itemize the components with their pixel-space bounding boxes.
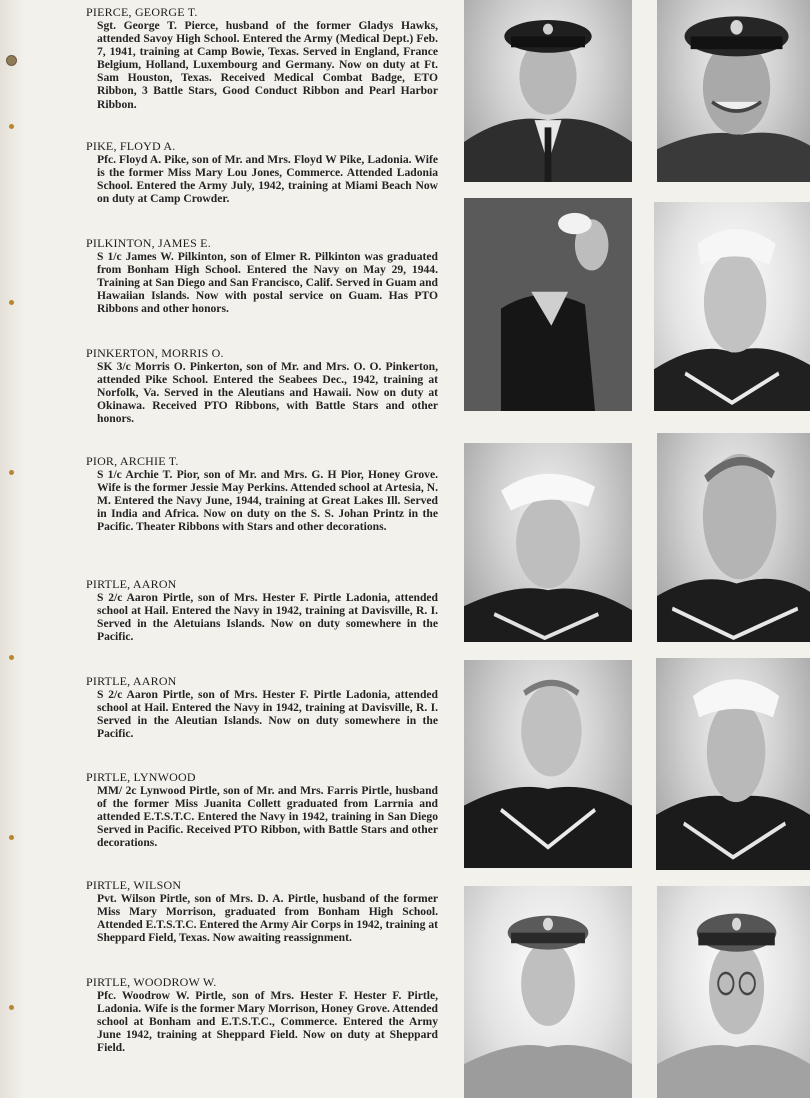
entry-pierce (86, 6, 438, 111)
entry-name: PIKE, FLOYD A. (86, 139, 176, 153)
entry-text: S 2/c Aaron Pirtle, son of Mrs. Hester F. Pirtle Ladonia, attended school at Hail. Entered the Navy in 1942, training at Davisville, R. I. Served in the Aletuians Islands. Now on duty somewhere in the Pacific. (97, 591, 438, 644)
entry-pike (86, 140, 438, 205)
entry-pirtle-aaron (86, 578, 438, 643)
portrait-pirtle-aaron-2 (464, 660, 632, 868)
page-margin (0, 0, 24, 1098)
entry-pirtle-aaron-duplicate (86, 675, 438, 740)
binder-tack-mark (9, 655, 14, 660)
entry-pior (86, 455, 438, 533)
portrait-pike (657, 0, 810, 182)
entry-pirtle-wilson (86, 879, 438, 944)
entry-text: SK 3/c Morris O. Pinkerton, son of Mr. and Mrs. O. O. Pinkerton, attended Pike School. Entered the Seabees Dec., 1942, training at Norfolk, Va. Served in the Aleutians and Hawaii. Now on duty at Okinawa. Received PTO Ribbons, with Battle Stars and other honors. (97, 360, 438, 426)
portrait-pirtle-woodrow (657, 886, 810, 1098)
binder-tack-mark (9, 300, 14, 305)
binder-tack-mark (9, 470, 14, 475)
entry-text: Sgt. George T. Pierce, husband of the former Gladys Hawks, attended Savoy High School. Entered the Army (Medical Dept.) Feb. 7, 1941, training at Camp Bowie, Texas. Served in England, France Belgium, Holland, Luxembourg and Germany. Now on duty at Ft. Sam Houston, Texas. Received Medical Combat Badge, ETO Ribbon, 3 Battle Stars, Good Conduct Ribbon and Pearl Harbor Ribbon. (97, 19, 438, 111)
entry-text: Pfc. Woodrow W. Pirtle, son of Mrs. Hester F. Hester F. Pirtle, Ladonia. Wife is the former Mary Morrison, Honey Grove. Attended school at Bonham and E.T.S.T.C., Commerce. Entered the Army June 1942, training at Sheppard Field. Now on duty at Sheppard Field. (97, 989, 438, 1055)
entry-text: S 1/c James W. Pilkinton, son of Elmer R. Pilkinton was graduated from Bonham High School. Entered the Navy on May 29, 1944. Training at San Diego and San Francisco, Calif. Served in Guam and Hawaiian Islands. Now with postal service on Guam. Has PTO Ribbons and other honors. (97, 250, 438, 316)
portrait-pinkerton (654, 202, 810, 411)
entry-name: PINKERTON, MORRIS O. (86, 346, 224, 360)
entry-name: PIOR, ARCHIE T. (86, 454, 179, 468)
binder-tack-mark (9, 1005, 14, 1010)
entry-text: S 1/c Archie T. Pior, son of Mr. and Mrs. G. H Pior, Honey Grove. Wife is the former Jessie May Perkins. Attended school at Artesia, N. M. Entered the Navy June, 1944, training at Great Lakes Ill. Served in India and Africa. Now on duty on the S. S. Johan Printz in the Pacific. Theater Ribbons with Stars and other decorations. (97, 468, 438, 534)
entry-pilkinton (86, 237, 438, 315)
portrait-pirtle-lynwood (656, 658, 810, 870)
entry-pirtle-woodrow (86, 976, 438, 1054)
entry-pirtle-lynwood (86, 771, 438, 849)
portrait-pilkinton (464, 198, 632, 411)
entry-name: PIERCE, GEORGE T. (86, 5, 198, 19)
binder-tack-mark (9, 835, 14, 840)
entry-name: PIRTLE, LYNWOOD (86, 770, 196, 784)
portrait-pior (464, 443, 632, 642)
entry-pinkerton (86, 347, 438, 425)
portrait-pirtle-aaron-1 (657, 433, 810, 642)
entry-name: PIRTLE, AARON (86, 577, 177, 591)
entry-name: PIRTLE, WILSON (86, 878, 182, 892)
entry-text: S 2/c Aaron Pirtle, son of Mrs. Hester F. Pirtle Ladonia, attended school at Hail. Entered the Navy in 1942, training at Davisville, R. I. Served in the Aleutian Islands. Now on duty somewhere in the Pacific. (97, 688, 438, 741)
entry-text: Pfc. Floyd A. Pike, son of Mr. and Mrs. Floyd W Pike, Ladonia. Wife is the former Miss Mary Lou Jones, Commerce. Attended Ladonia School. Entered the Army July, 1942, training at Miami Beach Now on duty at Camp Crowder. (97, 153, 438, 206)
entry-name: PIRTLE, WOODROW W. (86, 975, 217, 989)
portrait-pirtle-wilson (464, 886, 632, 1098)
entry-name: PILKINTON, JAMES E. (86, 236, 211, 250)
binder-hole-mark (6, 55, 17, 66)
portrait-pierce (464, 0, 632, 182)
binder-tack-mark (9, 124, 14, 129)
entry-text: MM/ 2c Lynwood Pirtle, son of Mr. and Mrs. Farris Pirtle, husband of the former Miss Juanita Collett graduated from Larrnia and attended E.T.S.T.C. Entered the Navy in 1942, training in San Diego Served in Pacific. Received PTO Ribbon, with Battle Stars and other decorations. (97, 784, 438, 850)
entry-name: PIRTLE, AARON (86, 674, 177, 688)
entry-text: Pvt. Wilson Pirtle, son of Mrs. D. A. Pirtle, husband of the former Miss Mary Morrison, graduated from Bonham High School. Attended E.T.S.T.C. Entered the Army Air Corps in 1942, training at Sheppard Field, Texas. Now awaiting reassignment. (97, 892, 438, 945)
